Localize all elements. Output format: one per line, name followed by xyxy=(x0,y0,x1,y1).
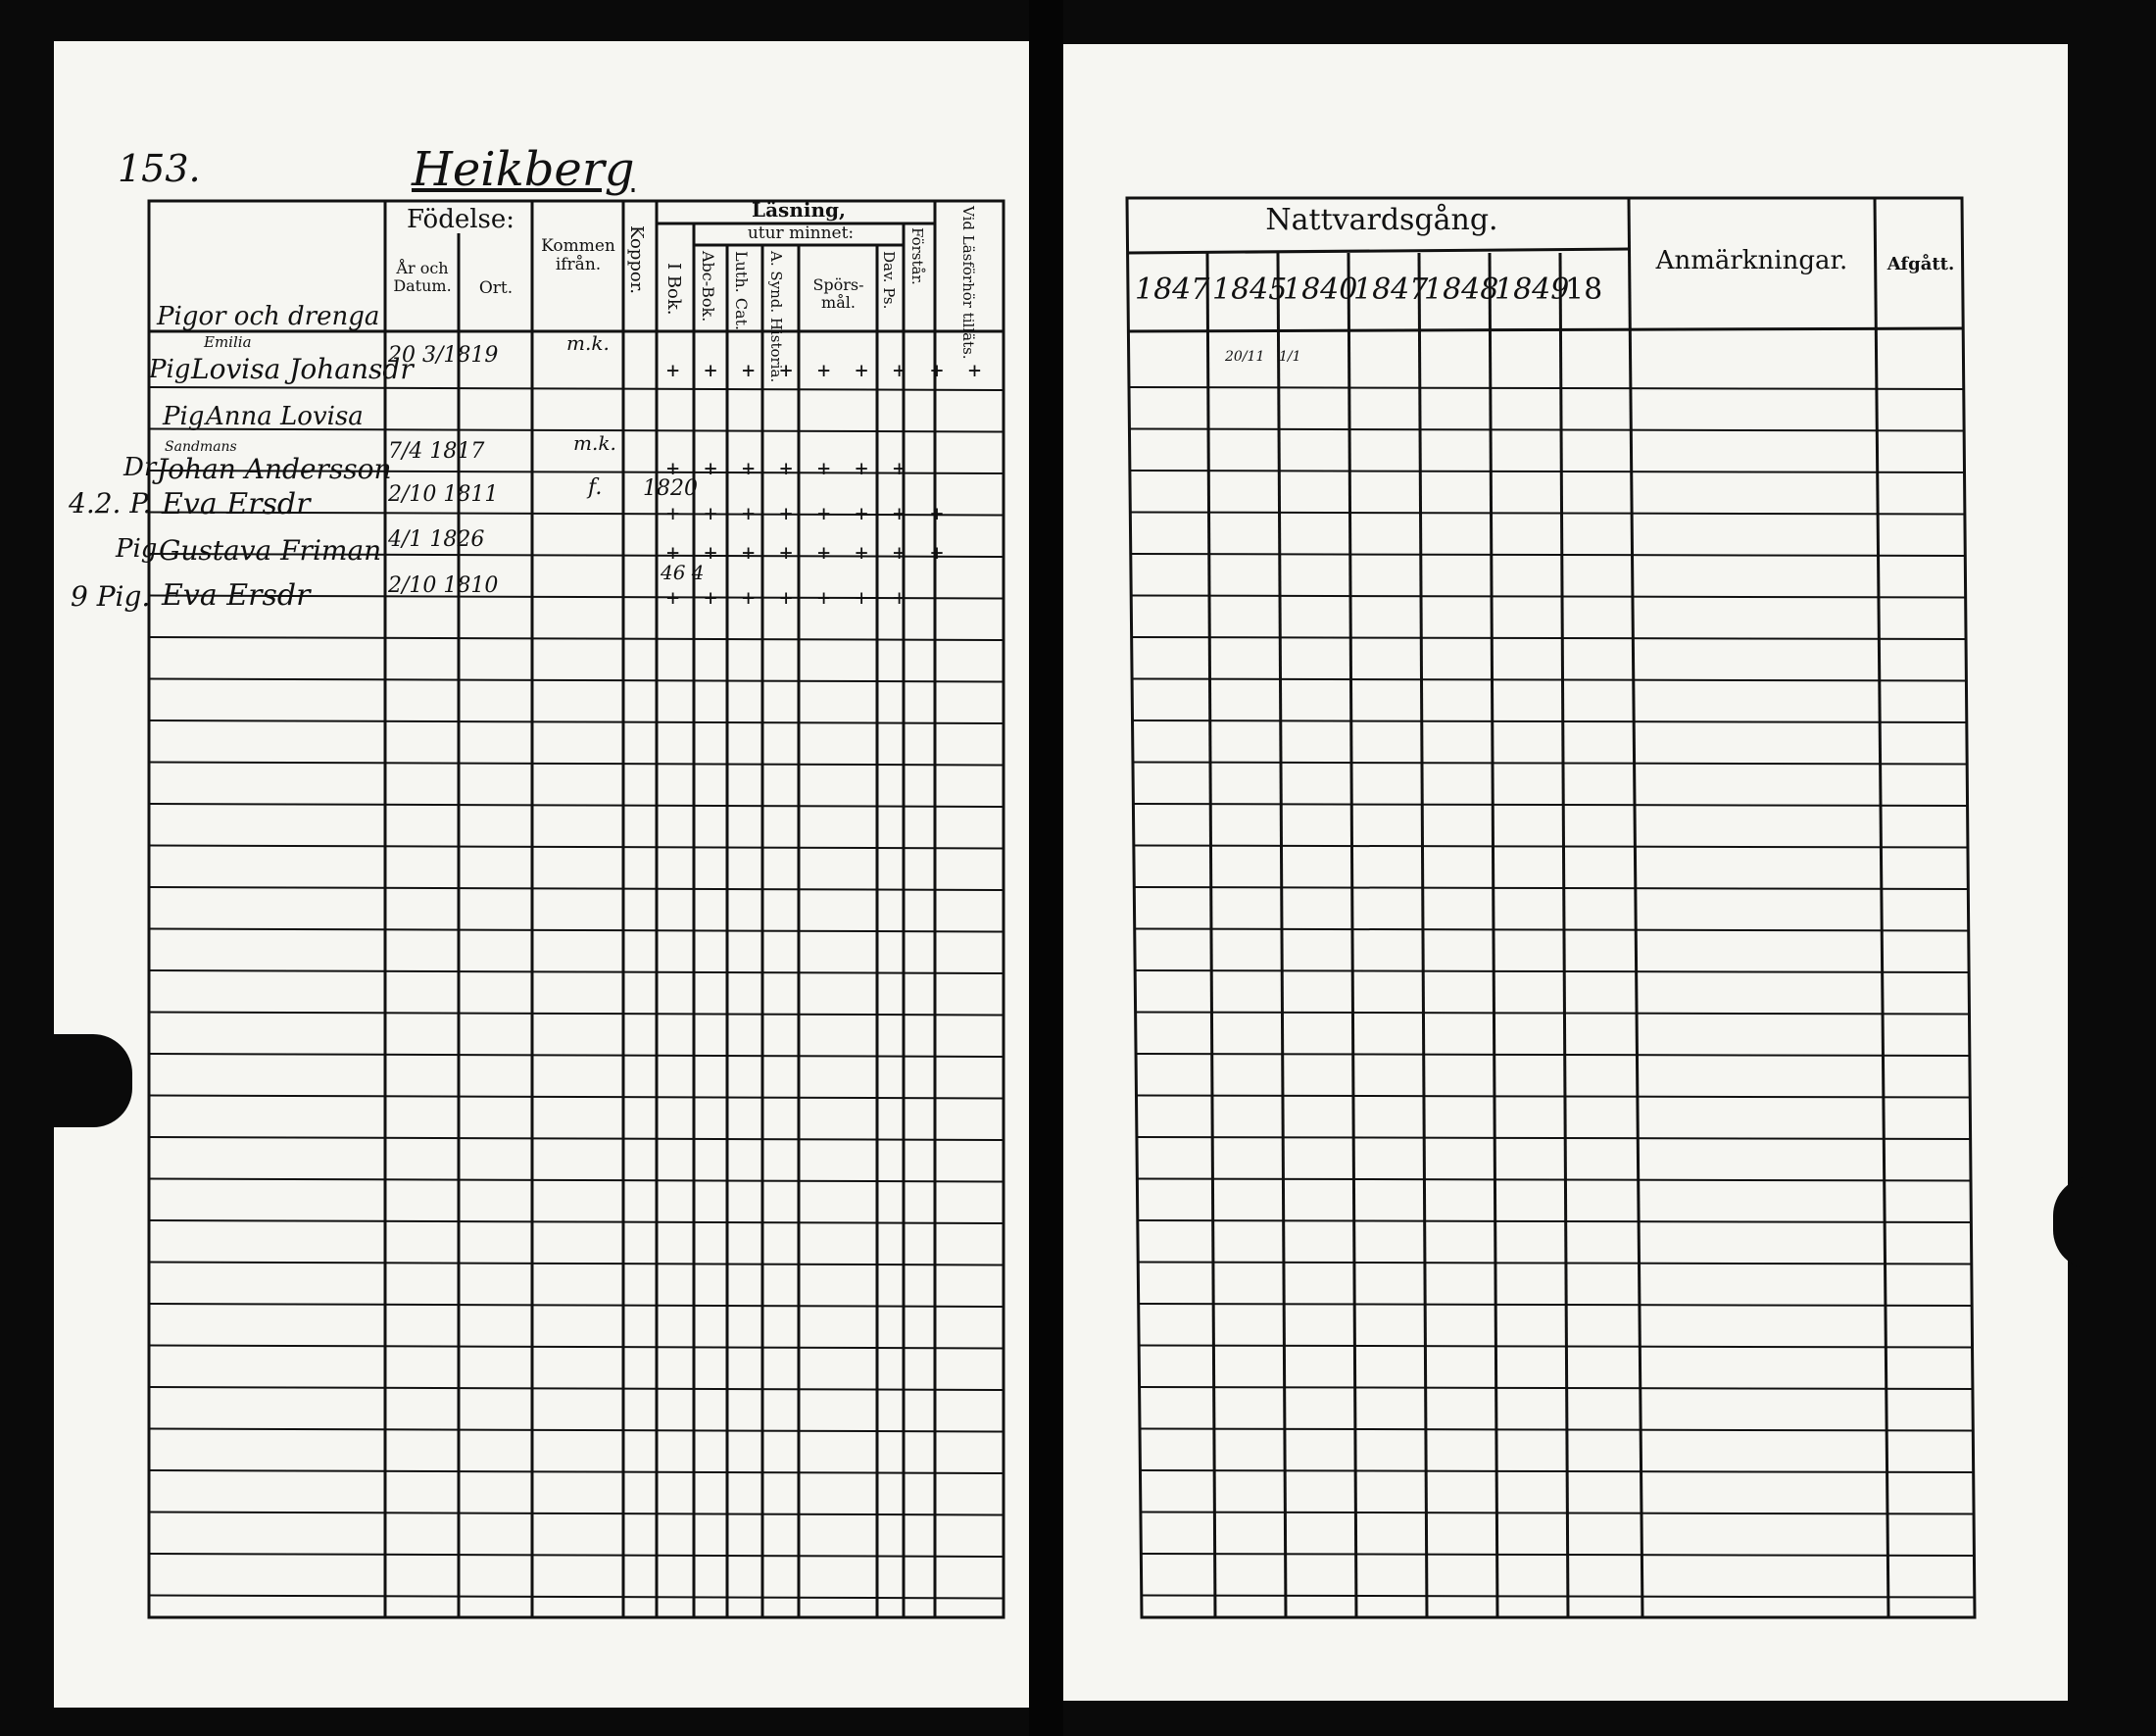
row-2-name: Anna Lovisa xyxy=(206,402,364,431)
header-place: Ort. xyxy=(478,278,514,298)
header-a-syn: A. Synd. Historia. xyxy=(767,251,785,383)
header-by-heart: utur minnet: xyxy=(747,223,855,243)
right-row-rule xyxy=(1132,596,1967,598)
row-1-came: m.k. xyxy=(566,331,610,355)
right-row-rule xyxy=(1140,1346,1974,1348)
row-3-date: 7/4 1817 xyxy=(388,439,485,464)
header-luth-cat: Luth. Cat. xyxy=(732,251,751,331)
header-came-from: Kommen ifrån. xyxy=(541,236,615,274)
row-1-marks: + + + + + + + + + xyxy=(666,359,988,383)
right-row-rule xyxy=(1140,1387,1974,1389)
right-row-rule xyxy=(1135,846,1969,848)
right-row-rule xyxy=(1141,1513,1975,1514)
right-row-rule xyxy=(1130,387,1965,389)
right-row-rule xyxy=(1133,679,1968,681)
row-3-prefix: Dr xyxy=(123,453,157,482)
right-row-rule xyxy=(1131,471,1966,472)
right-row-rule xyxy=(1142,1596,1976,1598)
right-row-rule xyxy=(1137,1054,1971,1056)
right-row-rule xyxy=(1135,887,1969,889)
right-row-rule xyxy=(1131,513,1966,515)
right-row-rule xyxy=(1136,970,1970,972)
right-row-rule xyxy=(1138,1137,1972,1139)
row-4-came: f. xyxy=(588,475,603,500)
row-1-prefix: Pig xyxy=(149,355,191,384)
right-row-rule xyxy=(1132,554,1967,556)
header-abc: Abc-Bok. xyxy=(699,251,717,322)
row-1-note: Emilia xyxy=(204,333,252,351)
entry-row1-col3: 1/1 xyxy=(1279,349,1301,365)
row-5-marks: + + + + + + + + xyxy=(666,541,950,566)
row-3-marks: + + + + + + + xyxy=(666,457,912,481)
right-row-rule xyxy=(1139,1263,1973,1265)
row-4-extra: 1820 xyxy=(643,476,698,501)
header-dav-ps: Dav. Ps. xyxy=(880,251,898,310)
year-col-7: 18 xyxy=(1565,273,1603,307)
header-reading: Läsning, xyxy=(752,198,846,222)
year-col-4: 1847 xyxy=(1353,273,1429,307)
header-understanding: Förstår. xyxy=(908,227,926,285)
right-row-rule xyxy=(1135,929,1969,931)
header-year-date: År och Datum. xyxy=(393,259,452,295)
right-row-rule xyxy=(1132,637,1967,639)
year-col-5: 1848 xyxy=(1424,273,1499,307)
row-6-name: Eva Ersdr xyxy=(162,578,311,613)
header-admitted: Vid Läsförhör tilläts. xyxy=(959,206,977,360)
row-1-name: Lovisa Johansdr xyxy=(191,353,414,385)
row-5-date: 4/1 1826 xyxy=(388,527,485,552)
right-row-rule xyxy=(1141,1470,1975,1472)
entry-row1-col2: 20/11 xyxy=(1225,349,1265,365)
year-col-3: 1840 xyxy=(1283,273,1358,307)
row-5-name: Gustava Friman xyxy=(159,534,382,567)
header-questions: Spörs-mål. xyxy=(812,275,864,312)
row-4-prefix: 4.2. P. xyxy=(69,487,152,520)
surname-heading: Heikberg xyxy=(412,142,635,197)
year-col-6: 1849 xyxy=(1494,273,1570,307)
right-row-rule xyxy=(1142,1554,1976,1556)
year-col-1: 1847 xyxy=(1135,273,1210,307)
row-4-name: Eva Ersdr xyxy=(162,487,311,521)
row-6-prefix: 9 Pig. xyxy=(71,580,151,613)
row-0-name: Pigor och drenga xyxy=(157,302,380,331)
row-4-date: 2/10 1811 xyxy=(388,482,499,507)
page-number: 153. xyxy=(118,147,201,190)
right-row-rule xyxy=(1134,763,1968,765)
row-3-came: m.k. xyxy=(573,431,616,455)
header-communion: Nattvardsgång. xyxy=(1265,203,1498,237)
header-book: I Bok. xyxy=(663,263,684,316)
right-row-rule xyxy=(1136,1013,1970,1015)
right-row-rule xyxy=(1134,804,1968,806)
header-departed: Afgått. xyxy=(1886,254,1955,274)
right-row-rule xyxy=(1133,720,1967,722)
row-6-marks: + + + + + + + xyxy=(666,586,912,611)
row-3-note: Sandmans xyxy=(165,439,237,455)
right-row-rule xyxy=(1139,1304,1973,1306)
header-birth: Födelse: xyxy=(406,205,515,234)
row-3-name: Johan Andersson xyxy=(157,453,392,485)
right-row-rule xyxy=(1138,1220,1972,1222)
row-4-marks: + + + + + + + + xyxy=(666,502,950,526)
row-6-extra: 46 4 xyxy=(661,561,705,584)
right-row-rule xyxy=(1130,429,1965,431)
row-1-date: 20 3/1819 xyxy=(388,343,499,368)
row-5-prefix: Pig xyxy=(116,534,158,564)
row-6-date: 2/10 1810 xyxy=(388,573,499,598)
row-2-prefix: Pig xyxy=(163,402,205,431)
right-row-rule xyxy=(1137,1096,1971,1098)
right-row-rule xyxy=(1138,1179,1972,1181)
year-col-2: 1845 xyxy=(1212,273,1288,307)
right-row-rule xyxy=(1141,1429,1975,1431)
header-smallpox: Koppor. xyxy=(626,225,647,295)
header-remarks: Anmärkningar. xyxy=(1655,246,1848,275)
